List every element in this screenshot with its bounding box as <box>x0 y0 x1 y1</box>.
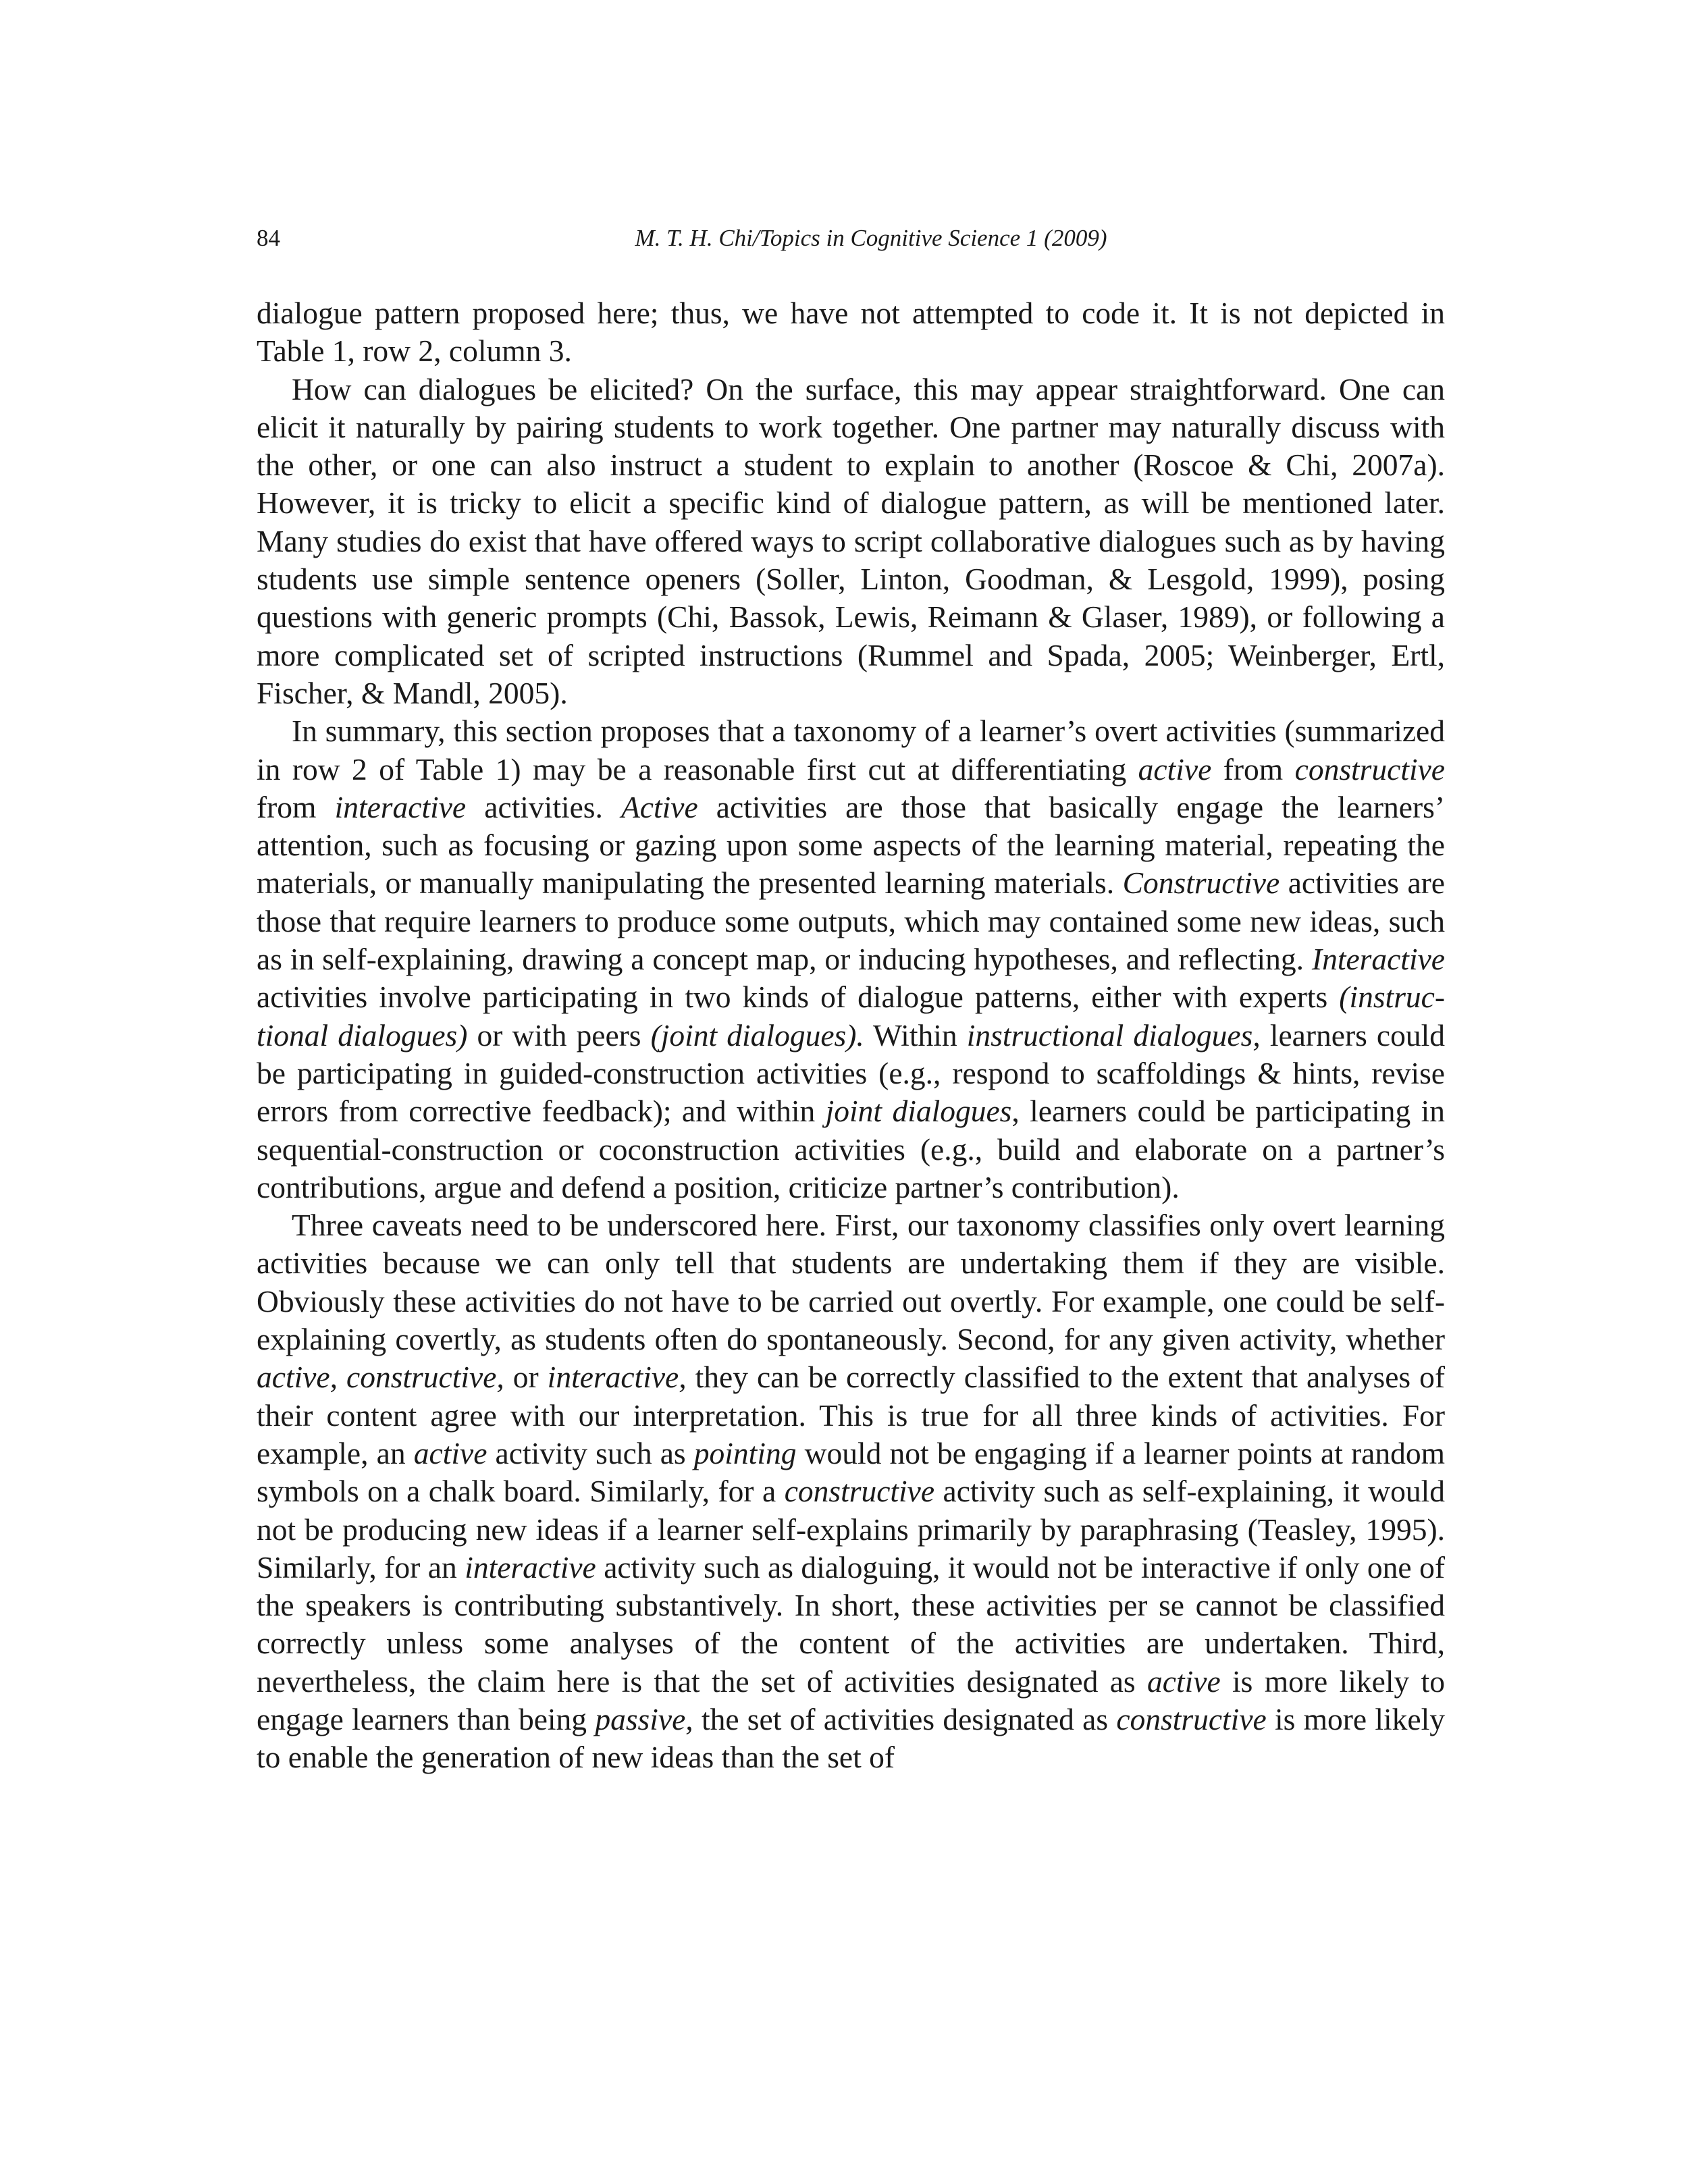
paragraph <box>257 1206 1445 1776</box>
italic-text: Interactive <box>1311 942 1445 977</box>
italic-text: passive, <box>595 1701 693 1736</box>
page-number: 84 <box>257 225 280 251</box>
italic-text: instructional dialogues, <box>966 1017 1261 1053</box>
text-run: is more likely to enable the generation of new ideas than the set of <box>257 1701 1445 1775</box>
italic-text: joint dialogues <box>825 1094 1012 1129</box>
paragraph <box>257 712 1445 1206</box>
text-run: activities are those that require learners to produce some outputs, which may contained some new ideas, such as in self-explaining, drawing a concept map, or inducing hypotheses, and reflecting. <box>257 865 1445 977</box>
italic-text: pointing <box>693 1435 797 1470</box>
italic-text: constructive <box>1294 751 1445 787</box>
paragraph <box>257 294 1445 371</box>
italic-text: interactive, <box>547 1360 687 1395</box>
text-run: In summary, this section proposes that a taxonomy of a learner’s overt activities (summarized in row 2 of Table 1) may be a reasonable first cut at differentiating <box>257 714 1445 787</box>
text-run: , learners could be participating in sequential-construction or coconstruction activities (e.g., build and elaborate on a partner’s contributions, argue and defend a position, criticize partner’s contribution). <box>257 1094 1446 1204</box>
text-run: Three caveats need to be underscored here. First, our taxonomy classifies only overt learning activities because we can only tell that students are undertaking them if they are visible. Obviously these activities do not have to be carried out overtly. For example, one could be self-explaining covertly, as students often do spontaneously. Second, for any given activity, whether <box>257 1208 1445 1357</box>
text-run: is more likely to engage learners than being <box>257 1663 1445 1736</box>
text-run: activity such as <box>487 1435 694 1470</box>
text-run: activities. <box>466 789 622 824</box>
text-run: activities are those that basically engage the learners’ attention, such as focusing or gazing upon some aspects of the learning material, repeating the materials, or manually manipulating the presented learning materials. <box>257 789 1446 901</box>
italic-text: active <box>1147 1663 1221 1699</box>
italic-text: constructive <box>784 1474 935 1509</box>
italic-text: active, constructive, <box>257 1360 504 1395</box>
italic-text: active <box>413 1435 487 1470</box>
running-head <box>257 221 1445 255</box>
body-text <box>257 294 1445 1777</box>
text-run: or <box>504 1360 548 1395</box>
text-run: learners could be participating in guided-construction activities (e.g., respond to scaffoldings & hints, revise errors from corrective feedback); and within <box>257 1017 1445 1129</box>
text-run: from <box>257 789 335 824</box>
italic-text: Active <box>621 789 698 824</box>
italic-text: active <box>1138 751 1212 787</box>
text-run: dialogue pattern proposed here; thus, we have not attempted to code it. It is not depicted in Table 1, row 2, column 3. <box>257 296 1445 369</box>
italic-text: (instructional dialogues) <box>257 980 1445 1053</box>
italic-text: (joint dialogues). <box>650 1017 864 1053</box>
text-run: activity such as self-explaining, it would not be producing new ideas if a learner self-explains primarily by paraphrasing (Teasley, 1995). Similarly, for an <box>257 1474 1445 1584</box>
text-run: or with peers <box>467 1017 651 1053</box>
italic-text: constructive <box>1116 1701 1267 1736</box>
text-run: activities involve participating in two kinds of dialogue patterns, either with experts <box>257 980 1340 1015</box>
text-run: they can be correctly classified to the extent that analyses of their content agree with our interpretation. This is true for all three kinds of activities. For example, an <box>257 1360 1445 1470</box>
paragraph <box>257 371 1445 713</box>
text-run: activity such as dialoguing, it would not be interactive if only one of the speakers is contributing substantively. In short, these activities per se cannot be classified correctly unless some analyses of the content of the activities are undertaken. Third, nevertheless, the claim here is that the set of activities designated as <box>257 1549 1445 1699</box>
italic-text: Constructive <box>1122 865 1280 901</box>
text-run: How can dialogues be elicited? On the surface, this may appear straightforward. One can elicit it naturally by pairing students to work together. One partner may naturally discuss with the other, or one can also instruct a student to explain to another (Roscoe & Chi, 2007a). However, it is tricky to elicit a specific kind of dialogue pattern, as will be mentioned later. Many studies do exist that have offered ways to script collaborative dialogues such as by having students use simple sentence openers (Soller, Linton, Goodman, & Lesgold, 1999), posing questions with generic prompts (Chi, Bassok, Lewis, Reimann & Glaser, 1989), or following a more complicated set of scripted instructions (Rummel and Spada, 2005; Weinberger, Ertl, Fischer, & Mandl, 2005). <box>257 371 1445 710</box>
text-run: from <box>1211 751 1295 787</box>
text-run: would not be engaging if a learner points at random symbols on a chalk board. Similarly, for a <box>257 1435 1445 1509</box>
italic-text: interactive <box>465 1549 596 1584</box>
journal-header: M. T. H. Chi/Topics in Cognitive Science 1 (2009) <box>635 225 1107 251</box>
text-run: the set of activities designated as <box>693 1701 1117 1736</box>
italic-text: interactive <box>334 789 467 824</box>
text-run: Within <box>864 1017 967 1053</box>
